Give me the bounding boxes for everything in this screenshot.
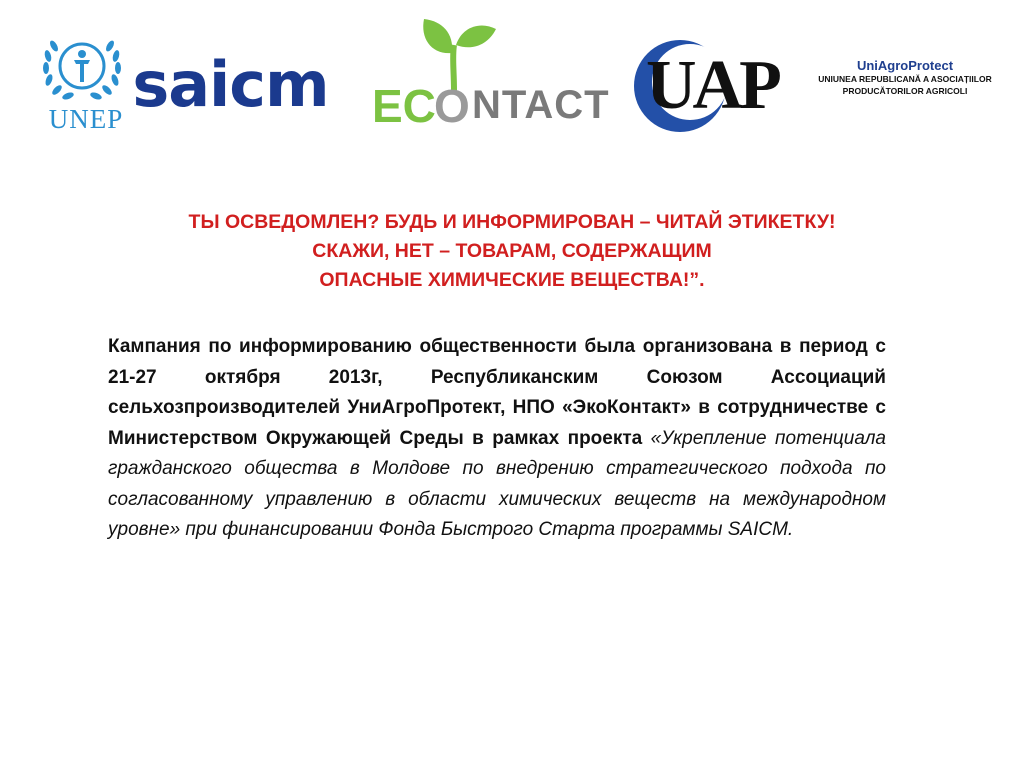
- heading-line-3: ОПАСНЫЕ ХИМИЧЕСКИЕ ВЕЩЕСТВА!”.: [319, 269, 705, 291]
- econtact-text-rest: NTACT: [472, 83, 610, 127]
- description-bold-part: Кампания по информированию общественности была организована в период с 21-27 октября 2013г, Республиканским Союзом Ассоциаций сельхозпроизводителей УниАгроПротект, НПО «ЭкоКонтакт» в сотрудничестве с Министерством Окружающей Среды в рамках проекта: [108, 336, 886, 449]
- uniagroprotect-name: UniAgroProtect: [856, 58, 954, 73]
- campaign-description: [108, 332, 886, 546]
- econtact-text-ec: EC: [372, 80, 436, 132]
- econtact-text-o: O: [434, 80, 470, 132]
- uap-logo: [632, 38, 792, 138]
- uniagroprotect-logo: [800, 58, 1010, 97]
- unep-logo: [18, 24, 146, 134]
- saicm-logo: [128, 40, 338, 120]
- description-italic-part: «Укрепление потенциала гражданского общества в Молдове по внедрению стратегического подхода по согласованному управлению в области химических веществ на международном уровне» при финансировании Фонда Быстрого Старта программы SAICM.: [108, 427, 886, 540]
- unep-logo-text: UNEP: [48, 104, 124, 134]
- heading-line-1: ТЫ ОСВЕДОМЛЕН? БУДЬ И ИНФОРМИРОВАН – ЧИТАЙ ЭТИКЕТКУ!: [188, 211, 836, 233]
- saicm-logo-text: saicm: [132, 48, 329, 121]
- uniagroprotect-subtitle-1: UNIUNEA REPUBLICANĂ A ASOCIAȚIILOR: [818, 74, 992, 84]
- econtact-logo: [372, 15, 612, 130]
- logo-bar: [0, 0, 1024, 150]
- campaign-heading: [108, 208, 916, 295]
- uniagroprotect-subtitle-2: PRODUCĂTORILOR AGRICOLI: [842, 86, 968, 96]
- heading-line-2: СКАЖИ, НЕТ – ТОВАРАМ, СОДЕРЖАЩИМ: [312, 240, 712, 262]
- uap-logo-text: UAP: [646, 47, 778, 124]
- unep-emblem-icon: [18, 24, 146, 106]
